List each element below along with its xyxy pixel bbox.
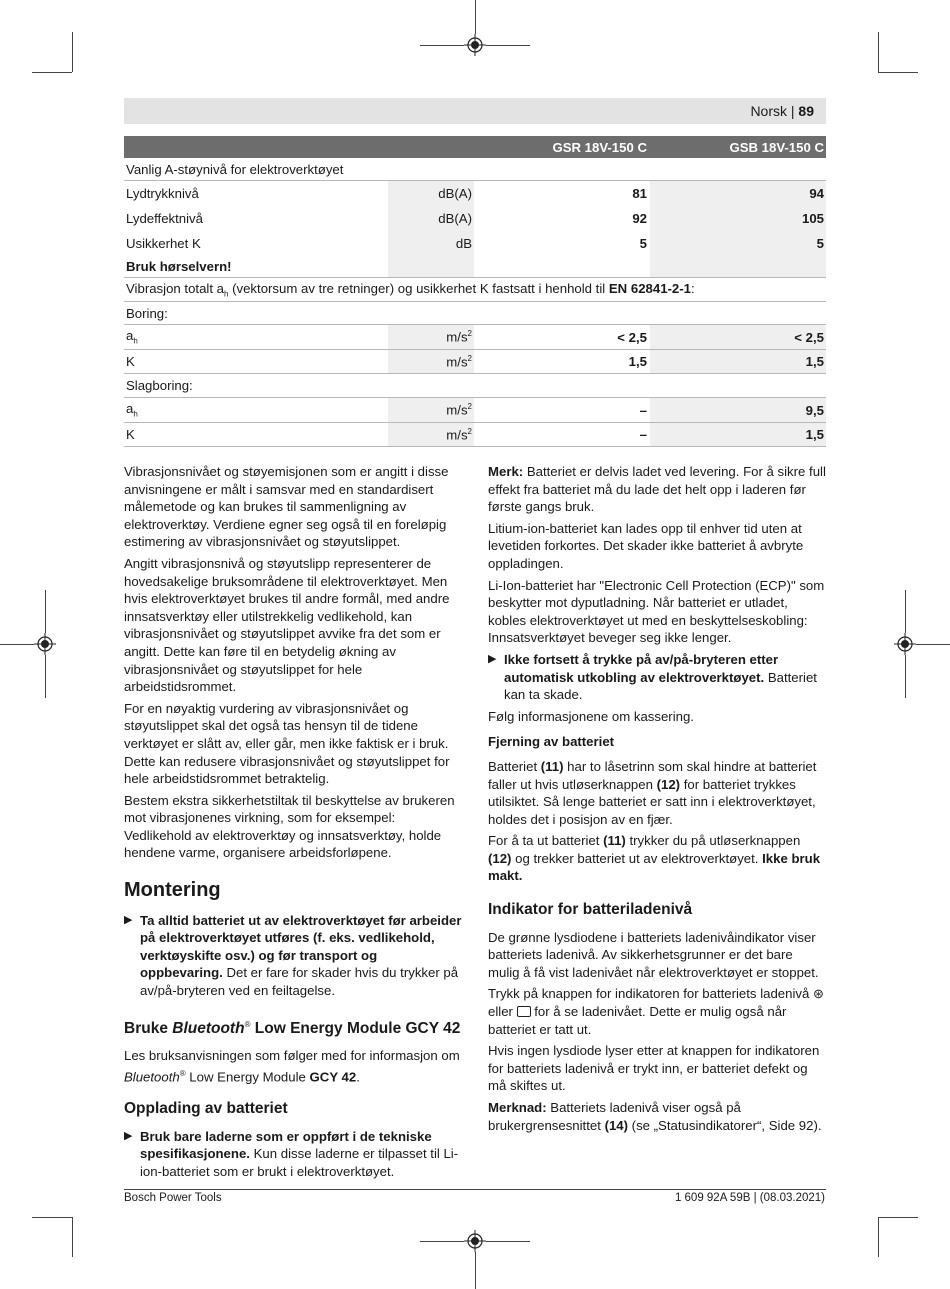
value-gsr: 81 (632, 186, 647, 201)
paragraph: Følg informasjonene om kassering. (488, 708, 694, 724)
row-label: Lydeffektnivå (126, 211, 203, 226)
paragraph: For å ta ut batteriet (11) trykker du på utløserknappen (12) og trekker batteriet ut av elektroverktøyet. Ikke bruk makt. (488, 833, 821, 884)
bullet-arrow-icon: ▶ (124, 1129, 133, 1142)
footer-docnumber: 1 609 92A 59B | (08.03.2021) (674, 1192, 825, 1204)
row-unit: $m/s^2$ (446, 402, 472, 418)
registration-mark-left (34, 633, 56, 655)
row-unit: $m/s^2$ (446, 426, 472, 443)
row-unit: $m/s^2$ (446, 353, 472, 370)
footer-rule (124, 1189, 826, 1190)
charge-level-button-icon: ⊛ (812, 986, 825, 1002)
registration-line (0, 644, 34, 645)
table-row (124, 350, 826, 374)
header-bar (124, 98, 826, 124)
registration-line (486, 45, 530, 46)
registration-line (905, 590, 906, 633)
paragraph: Angitt vibrasjonsnivå og støyutslipp representerer de hovedsakelige bruksområdene til elektroverktøyet. Men hvis elektroverktøyet brukes til andre formål, med andre innsatsverktøy eller utilstrekkelig vedlikehold, kan vibrasjonsnivået og støyutslippet avvike fra det som er angitt. Dette kan føre til en betydelig økning av vibrasjonsnivået og støyutslippet for hele arbeidstidsrommet. (124, 555, 450, 695)
row-label: K (126, 354, 135, 369)
crop-mark (878, 32, 879, 72)
row-label: K (126, 427, 135, 442)
value-gsb: 105 (801, 211, 824, 226)
table-row (124, 206, 826, 231)
registration-line (486, 1241, 530, 1242)
registration-line (475, 1252, 476, 1289)
bullet-arrow-icon: ▶ (124, 913, 133, 926)
section-label: Boring: (126, 305, 168, 321)
table-header-row (124, 136, 826, 158)
registration-mark-bottom (464, 1230, 486, 1252)
crop-mark (72, 32, 73, 72)
bullet-arrow-icon: ▶ (488, 652, 497, 665)
table-row (124, 181, 826, 206)
registration-line (905, 655, 906, 698)
heading-fjerning: Fjerning av batteriet (488, 734, 615, 750)
value-gsr: 1,5 (628, 354, 647, 369)
value-gsr: 92 (632, 211, 647, 226)
paragraph: Merknad: Batteriets ladenivå viser også på brukergrensesnittet (14) (se „Statusindikatorer“, Side 92). (488, 1100, 822, 1133)
paragraph: Bestem ekstra sikkerhetstiltak til beskyttelse av brukeren mot vibrasjonenes virkning, som for eksempel: Vedlikehold av elektroverktøy og innsatsverktøy, holde hendene varme, organisere arbeidsforløpene. (124, 792, 455, 861)
section-label: Vanlig A-støynivå for elektroverktøyet (126, 161, 344, 177)
table-row (124, 423, 826, 447)
heading-indikator: Indikator for batteriladenivå (488, 901, 693, 919)
column-header: GSB 18V-150 C (729, 139, 824, 155)
heading-opplading: Opplading av batteriet (124, 1099, 288, 1117)
paragraph: De grønne lysdiodene i batteriets ladenivåindikator viser batteriets ladenivå. Av sikkerhetsgrunner er det bare mulig å få vist ladenivået når elektroverktøyet er stoppet. (488, 929, 819, 980)
paragraph: Merk: Batteriet er delvis ladet ved levering. For å sikre full effekt fra batteriet må du lade det helt opp i laderen før første gangs bruk. (488, 464, 826, 515)
value-gsb: 9,5 (805, 402, 824, 418)
registration-line (420, 45, 464, 46)
table-row (124, 374, 826, 398)
hearing-warning: Bruk hørselvern! (126, 259, 232, 274)
heading-bluetooth: Bruke Bluetooth® Low Energy Module GCY 42 (124, 1019, 461, 1037)
paragraph: Vibrasjonsnivået og støyemisjonen som er angitt i disse anvisningene er målt i samsvar med en standardisert målemetode og kan brukes til sammenligning av elektroverktøy. Verdiene egner seg også til en foreløpig estimering av vibrasjonsnivået og støyutslippet. (124, 464, 449, 550)
crop-mark (32, 1217, 72, 1218)
value-gsb: 5 (816, 236, 824, 251)
value-gsr: – (639, 427, 647, 442)
table-row (124, 256, 826, 278)
value-gsr: – (639, 402, 647, 418)
registration-mark-top (464, 34, 486, 56)
value-gsb: 1,5 (805, 427, 824, 442)
page-number: 89 (798, 103, 814, 119)
page-header: Norsk | 89 (750, 103, 814, 119)
registration-line (475, 0, 476, 34)
specs-table (124, 136, 826, 447)
paragraph: For en nøyaktig vurdering av vibrasjonsnivået og støyutslippet skal det også tas hensyn til de tidene verktøyet er slått av, eller går, men ikke faktisk er i bruk. Dette kan redusere vibrasjonsnivået og støyutslippet for hele arbeidstidsrommet betraktelig. (124, 700, 450, 787)
row-label: Usikkerhet K (126, 236, 201, 251)
value-gsb: 94 (809, 186, 824, 201)
paragraph: Hvis ingen lysdiode lyser etter at knappen for indikatoren for batteriets ladenivå er trykt inn, er batteriet defekt og må skiftes ut. (488, 1043, 820, 1094)
registration-line (45, 590, 46, 633)
section-label: Slagboring: (126, 378, 193, 393)
table-row (124, 302, 826, 325)
column-header: GSR 18V-150 C (552, 139, 647, 155)
right-column (488, 463, 826, 1138)
row-label: $a_h$ (126, 328, 138, 346)
bullet-item: ▶ Bruk bare laderne som er oppført i de tekniske spesifikasjonene. Kun disse laderne er tilpasset til Li-ion-batteriet som er brukt i elektroverktøyet. (124, 1128, 459, 1179)
crop-mark (878, 1217, 918, 1218)
registration-mark-right (894, 633, 916, 655)
table-row (124, 278, 826, 302)
left-column (124, 463, 462, 1184)
row-label: Lydtrykknivå (126, 186, 199, 201)
row-unit: dB(A) (438, 211, 472, 226)
registration-line (45, 655, 46, 698)
value-gsb: 1,5 (805, 354, 824, 369)
footer-brand: Bosch Power Tools (124, 1192, 222, 1204)
crop-mark (72, 1217, 73, 1257)
registration-line (420, 1241, 464, 1242)
crop-mark (32, 72, 72, 73)
value-gsr: 5 (639, 236, 647, 251)
paragraph: Trykk på knappen for indikatoren for batteriets ladenivå ⊛ eller for å se ladenivået. Dette er mulig også når batteriet er tatt ut. (488, 986, 825, 1037)
row-unit: dB(A) (438, 186, 472, 201)
vibration-title: Vibrasjon totalt $a_h$ (vektorsum av tre retninger) og usikkerhet K fastsatt i henhold til EN 62841-2-1: (126, 280, 695, 299)
header-language: Norsk (750, 103, 787, 119)
paragraph: Litium-ion-batteriet kan lades opp til enhver tid uten at levetiden forkortes. Det skader ikke batteriet å avbryte oppladingen. (488, 520, 804, 571)
paragraph: Les bruksanvisningen som følger med for informasjon om Bluetooth® Low Energy Module GCY 42. (124, 1048, 460, 1085)
crop-mark (878, 72, 918, 73)
table-row (124, 231, 826, 256)
row-unit: $m/s^2$ (446, 329, 472, 345)
paragraph: Batteriet (11) har to låsetrinn som skal hindre at batteriet faller ut hvis utløserknappen (12) for batteriet trykkes utilsiktet. Så lenge batteriet er satt inn i elektroverktøyet, holdes det i posisjon av en fjær. (488, 758, 817, 827)
registration-line (916, 644, 950, 645)
bullet-item: ▶ Ikke fortsett å trykke på av/på-bryteren etter automatisk utkobling av elektroverktøyet. Batteriet kan ta skade. (488, 651, 817, 703)
heading-montering: Montering (124, 879, 221, 902)
table-row (124, 158, 826, 181)
table-row (124, 398, 826, 423)
bullet-item: ▶ Ta alltid batteriet ut av elektroverktøyet før arbeider på elektroverktøyet utføres (f. eks. vedlikehold, verktøyskifte osv.) og før transport og oppbevaring. Det er fare for skader hvis du trykker på av/på-bryteren ved en feiltagelse. (124, 912, 462, 999)
paragraph: Li-Ion-batteriet har "Electronic Cell Protection (ECP)" som beskytter mot dyputladning. Når batteriet er utladet, kobles elektroverktøyet ut med en beskyttelseskobling: Innsatsverktøyet beveger seg ikke lenger. (488, 577, 825, 646)
value-gsr: < 2,5 (617, 329, 647, 345)
row-unit: dB (455, 236, 472, 251)
row-label: $a_h$ (126, 401, 138, 419)
crop-mark (878, 1217, 879, 1257)
value-gsb: < 2,5 (794, 329, 824, 345)
battery-icon (517, 1006, 531, 1017)
table-row (124, 325, 826, 350)
